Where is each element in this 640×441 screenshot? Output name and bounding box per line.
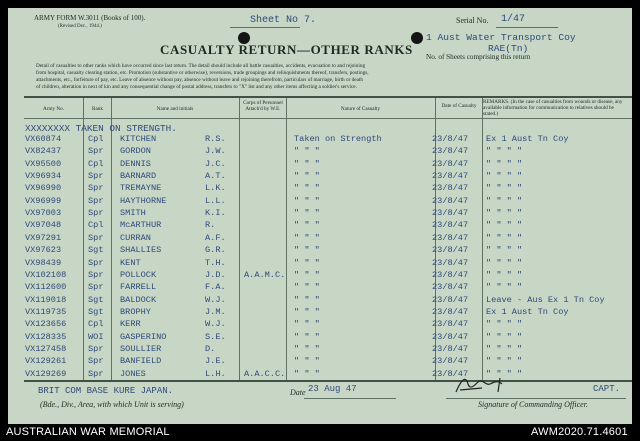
col-header-corps: Corps of Personnel Attach'd by W.E. [243,100,283,112]
col-header-name: Name and initials [156,106,194,112]
cell-army-no: VX97048 [25,220,62,231]
sheet-underline [230,27,300,28]
cell-remarks: " " " " [486,208,523,219]
cell-name: CURRAN [120,232,151,243]
cell-rank: Cpl [88,220,104,231]
cell-rank: Sgt [88,245,104,256]
instructions-3: attachments, etc., forfeiture of pay, etc. Leave of absence without pay, absence without leave and rejoining therefrom, particulars of marriage, birth or death [36,77,364,83]
cell-rank: WOI [88,331,104,342]
cell-nature: " " " [294,208,320,219]
cell-rank: Spr [88,208,104,219]
signature-label: Signature of Commanding Officer. [478,400,588,409]
sheets-comprising: No. of Sheets comprising this return [426,53,531,61]
cell-date: 23/8/47 [432,294,469,305]
col-header-nature: Nature of Casualty [340,106,381,112]
cell-rank: Spr [88,257,104,268]
date-value: 23 Aug 47 [308,384,357,394]
cell-remarks: " " " " [486,245,523,256]
cell-army-no: VX60874 [25,134,62,144]
cell-rank: Spr [88,269,104,280]
cell-name: GASPERINO [120,331,167,342]
sheet-number: Sheet No 7. [250,15,317,26]
col-header-army-no: Army No. [42,106,65,112]
cell-date: 23/8/47 [432,208,469,219]
cell-initials: J.E. [205,356,226,367]
cell-nature: " " " [294,331,320,342]
cell-army-no: VX119735 [25,306,67,317]
cell-nature: " " " [294,306,320,317]
cell-name: BALDOCK [120,294,157,305]
cell-rank: Sgt [88,306,104,317]
cell-remarks: " " " " [486,319,523,330]
cell-date: 23/8/47 [432,306,469,317]
cell-corps: A.A.M.C. [244,269,286,280]
cell-rank: Spr [88,356,104,367]
col-divider-rank [83,98,84,380]
cell-remarks: " " " " [486,146,523,157]
cell-initials: R.S. [205,134,226,144]
cell-corps: A.A.C.C. [244,368,286,379]
date-underline [304,398,396,399]
col-header-remarks: REMARKS. (In the case of casualties from wounds or disease, any available information for communication to relatives should be stated.) [483,99,623,117]
cell-nature: " " " [294,294,320,305]
date-label: Date [290,388,306,397]
cell-initials: K.I. [205,208,226,219]
revised-date: (Revised Dec., 1944.) [58,24,102,29]
cell-remarks: " " " " [486,220,523,231]
cell-remarks: Leave - Aus Ex 1 Tn Coy [486,294,605,305]
cell-initials: L.H. [205,368,226,379]
cell-remarks: " " " " [486,158,523,169]
cell-initials: R. [205,220,216,231]
cell-army-no: VX96999 [25,195,62,206]
cell-nature: " " " [294,282,320,293]
instructions-4: of children, alteration in next of kin and any consequential change of postal address, transfers to "X" list and any other items affecting a soldier's service. [36,84,357,90]
cell-initials: T.H. [205,257,226,268]
cell-name: JONES [120,368,146,379]
cell-name: POLLOCK [120,269,157,280]
cell-nature: " " " [294,257,320,268]
cell-date: 23/8/47 [432,257,469,268]
casualty-return-form [8,8,632,424]
cell-nature: " " " [294,158,320,169]
cell-rank: Spr [88,343,104,354]
cell-nature: " " " [294,220,320,231]
cell-date: 23/8/47 [432,232,469,243]
cell-date: 23/8/47 [432,343,469,354]
cell-initials: F.A. [205,282,226,293]
cell-nature: " " " [294,319,320,330]
cell-rank: Cpl [88,134,104,144]
form-title: CASUALTY RETURN—OTHER RANKS [160,42,413,57]
cell-remarks: " " " " [486,356,523,367]
cell-name: KENT [120,257,141,268]
cell-initials: S.E. [205,331,226,342]
cell-date: 23/8/47 [432,269,469,280]
cell-rank: Spr [88,282,104,293]
cell-army-no: VX129261 [25,356,67,367]
cell-rank: Spr [88,146,104,157]
cell-army-no: VX96990 [25,183,62,194]
col-divider-corps [239,98,240,380]
cell-date: 23/8/47 [432,319,469,330]
cell-nature: " " " [294,343,320,354]
cell-nature: Taken on Strength [294,134,382,144]
cell-nature: " " " [294,195,320,206]
cell-name: FARRELL [120,282,157,293]
archive-accession: AWM2020.71.4601 [531,426,628,438]
cell-rank: Spr [88,195,104,206]
unit-name: 1 Aust Water Transport Coy [426,32,576,43]
cell-name: KERR [120,319,141,330]
army-form-number: ARMY FORM W.3011 (Books of 100). [34,14,146,22]
cell-army-no: VX97623 [25,245,62,256]
cell-remarks: " " " " [486,343,523,354]
cell-nature: " " " [294,171,320,182]
cell-army-no: VX98439 [25,257,62,268]
cell-army-no: VX97291 [25,232,62,243]
cell-army-no: VX82437 [25,146,62,157]
cell-name: BROPHY [120,306,151,317]
cell-name: TREMAYNE [120,183,162,194]
cell-rank: Spr [88,183,104,194]
taken-on-strength-heading: XXXXXXXX TAKEN ON STRENGTH. [25,123,177,134]
serial-label: Serial No. [456,16,489,25]
cell-date: 23/8/47 [432,356,469,367]
cell-rank: Spr [88,171,104,182]
cell-nature: " " " [294,183,320,194]
cell-nature: " " " [294,245,320,256]
cell-date: 23/8/47 [432,158,469,169]
unit-location-label: (Bde., Div., Area, with which Unit is serving) [40,400,184,409]
cell-remarks: " " " " [486,257,523,268]
cell-remarks: " " " " [486,232,523,243]
cell-date: 23/8/47 [432,183,469,194]
cell-initials: W.J. [205,319,226,330]
cell-initials: J.M. [205,306,226,317]
cell-army-no: VX96934 [25,171,62,182]
cell-army-no: VX127458 [25,343,67,354]
cell-initials: A.T. [205,171,226,182]
cell-name: GORDON [120,146,151,157]
cell-army-no: VX95500 [25,158,62,169]
cell-initials: L.L. [205,195,226,206]
cell-name: BARNARD [120,171,157,182]
signature-underline [446,398,626,399]
cell-nature: " " " [294,356,320,367]
cell-name: BANFIELD [120,356,162,367]
cell-initials: L.K. [205,183,226,194]
table-bottom-rule [24,380,632,382]
col-divider-remarks [482,98,483,380]
cell-date: 23/8/47 [432,195,469,206]
cell-initials: J.D. [205,269,226,280]
cell-name: KITCHEN [120,134,157,144]
cell-nature: " " " [294,269,320,280]
cell-name: SHALLIES [120,245,162,256]
cell-initials: D. [205,343,216,354]
cell-remarks: Ex 1 Aust Tn Coy [486,306,569,317]
col-header-rank: Rank [92,106,103,112]
cell-army-no: VX97003 [25,208,62,219]
cell-date: 23/8/47 [432,368,469,379]
cell-date: 23/8/47 [432,146,469,157]
archive-name: AUSTRALIAN WAR MEMORIAL [6,426,170,438]
cell-initials: W.J. [205,294,226,305]
cell-name: SOULLIER [120,343,162,354]
cell-initials: G.R. [205,245,226,256]
serial-underline [496,27,558,28]
unit-corps: RAE(Tn) [488,43,529,54]
cell-rank: Cpl [88,158,104,169]
archive-footer [0,424,640,441]
col-divider-name [111,98,112,380]
signature-rank: CAPT. [593,384,621,394]
cell-date: 23/8/47 [432,220,469,231]
cell-name: DENNIS [120,158,151,169]
cell-date: 23/8/47 [432,282,469,293]
cell-nature: " " " [294,368,320,379]
cell-army-no: VX102108 [25,269,67,280]
cell-initials: J.C. [205,158,226,169]
cell-rank: Spr [88,232,104,243]
cell-remarks: " " " " [486,171,523,182]
cell-name: McARTHUR [120,220,162,231]
cell-remarks: " " " " [486,195,523,206]
cell-rank: Sgt [88,294,104,305]
cell-army-no: VX123656 [25,319,67,330]
instructions-2: from hospital, casualty clearing station, etc. Promotion (substantive or otherwise), reversions, trade groupings and relinquishments thereof, transfers, postings, [36,70,369,76]
cell-rank: Spr [88,368,104,379]
cell-date: 23/8/47 [432,331,469,342]
serial-value: 1/47 [501,14,526,25]
table-top-rule [24,96,632,98]
cell-nature: " " " [294,232,320,243]
cell-remarks: " " " " [486,331,523,342]
commanding-officer-signature [452,372,512,396]
cell-army-no: VX119018 [25,294,67,305]
cell-army-no: VX129269 [25,368,67,379]
cell-date: 23/8/47 [432,171,469,182]
cell-army-no: VX112600 [25,282,67,293]
cell-initials: A.F. [205,232,226,243]
cell-army-no: VX128335 [25,331,67,342]
cell-remarks: Ex 1 Aust Tn Coy [486,134,569,144]
cell-initials: J.W. [205,146,226,157]
cell-name: HAYTHORNE [120,195,167,206]
cell-remarks: " " " " [486,368,523,379]
header-bottom-rule [24,118,632,119]
col-header-date: Date of Casualty [441,103,477,109]
cell-remarks: " " " " [486,183,523,194]
cell-rank: Cpl [88,319,104,330]
cell-date: 23/8/47 [432,245,469,256]
instructions-1: Detail of casualties to other ranks which have occurred since last return. The detail should include all battle casualties, accidents, evacuation to and rejoining [36,63,366,69]
cell-nature: " " " [294,146,320,157]
unit-location: BRIT COM BASE KURE JAPAN. [38,386,174,396]
cell-remarks: " " " " [486,269,523,280]
cell-name: SMITH [120,208,146,219]
cell-date: 23/8/47 [432,134,469,144]
cell-remarks: " " " " [486,282,523,293]
col-divider-nature [286,98,287,380]
